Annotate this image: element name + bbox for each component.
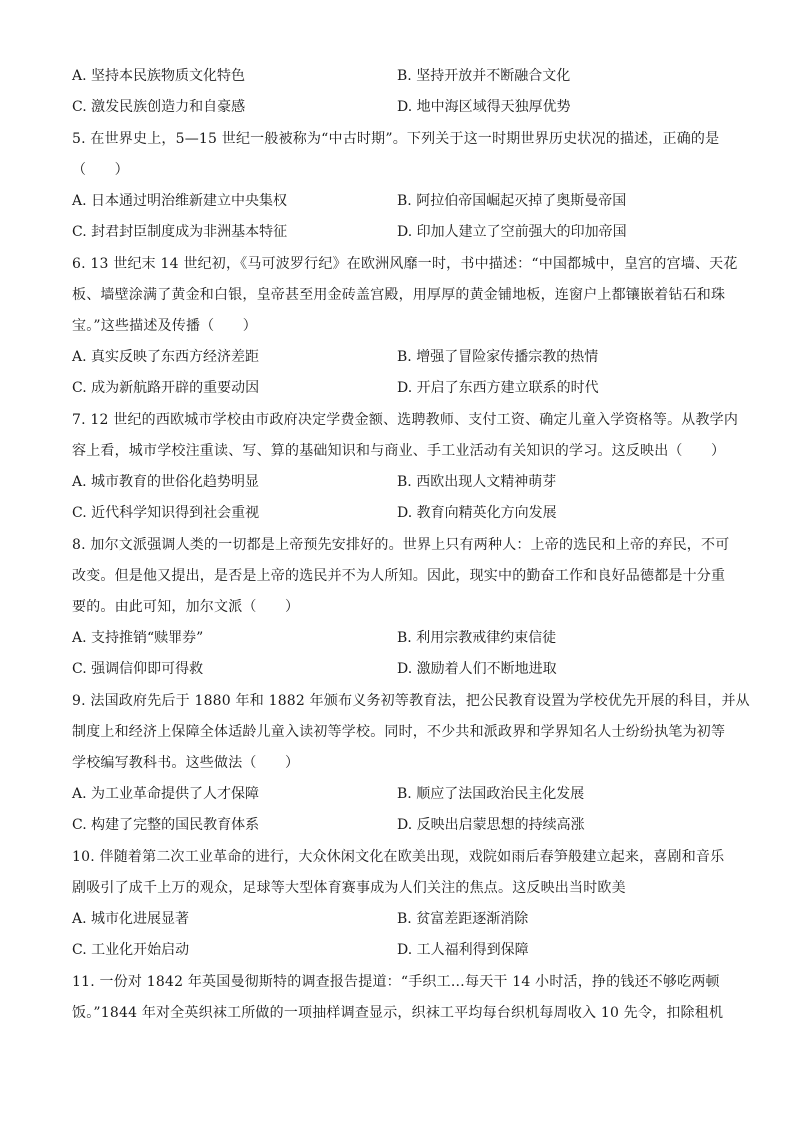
- q10-stem-line-2: 剧吸引了成千上万的观众，足球等大型体育赛事成为人们关注的焦点。这反映出当时欧美: [72, 880, 626, 896]
- q9-option-d[interactable]: D. 反映出启蒙思想的持续高涨: [397, 817, 585, 833]
- q7-stem-line-1: 7. 12 世纪的西欧城市学校由市政府决定学费金额、选聘教师、支付工资、确定儿童入学资格等。从教学内: [72, 412, 739, 428]
- q5-options-row-1: [72, 191, 722, 211]
- q11-stem-line-1: 11. 一份对 1842 年英国曼彻斯特的调查报告提道：“手织工…每天干 14 小时活，挣的钱还不够吃两顿: [72, 974, 720, 990]
- q8-stem-line-2: 改变。但是他又提出，是否是上帝的选民并不为人所知。因此，现实中的勤奋工作和良好品德都是十分重: [72, 568, 726, 584]
- q8-stem-line-1: 8. 加尔文派强调人类的一切都是上帝预先安排好的。世界上只有两种人：上帝的选民和上帝的弃民，不可: [72, 537, 730, 553]
- q10-options-row-2: [72, 940, 722, 960]
- q7-options-row-2: [72, 503, 722, 523]
- q7-option-b[interactable]: B. 西欧出现人文精神萌芽: [397, 474, 557, 490]
- q10-option-b[interactable]: B. 贫富差距逐渐消除: [397, 911, 529, 927]
- q4-option-d[interactable]: D. 地中海区域得天独厚优势: [397, 99, 571, 115]
- q7-option-d[interactable]: D. 教育向精英化方向发展: [397, 505, 557, 521]
- q9-option-c[interactable]: C. 构建了完整的国民教育体系: [72, 817, 260, 833]
- q9-stem-line-3: 学校编写教科书。这些做法（ ）: [72, 755, 300, 771]
- q4-option-b[interactable]: B. 坚持开放并不断融合文化: [397, 68, 571, 84]
- q8-option-a[interactable]: A. 支持推销“赎罪券”: [72, 630, 204, 646]
- q6-option-c[interactable]: C. 成为新航路开辟的重要动因: [72, 380, 260, 396]
- q4-options-row-1: [72, 66, 722, 86]
- q10-options-row-1: [72, 909, 722, 929]
- q9-option-a[interactable]: A. 为工业革命提供了人才保障: [72, 786, 260, 802]
- q10-option-a[interactable]: A. 城市化进展显著: [72, 911, 190, 927]
- q6-option-a[interactable]: A. 真实反映了东西方经济差距: [72, 349, 260, 365]
- q4-option-a[interactable]: A. 坚持本民族物质文化特色: [72, 68, 246, 84]
- q4-options-row-2: [72, 97, 722, 117]
- q9-options-row-2: [72, 815, 722, 835]
- q10-option-d[interactable]: D. 工人福利得到保障: [397, 942, 529, 958]
- q7-stem-line-2: 容上看，城市学校注重读、写、算的基础知识和与商业、手工业活动有关知识的学习。这反映出（ ）: [72, 443, 726, 459]
- q6-stem-line-2: 板、墙壁涂满了黄金和白银，皇帝甚至用金砖盖宫殿，用厚厚的黄金铺地板，连窗户上都镶嵌着钻石和珠: [72, 287, 726, 303]
- q6-option-d[interactable]: D. 开启了东西方建立联系的时代: [397, 380, 599, 396]
- q8-stem-line-3: 要的。由此可知，加尔文派（ ）: [72, 599, 300, 615]
- q10-option-c[interactable]: C. 工业化开始启动: [72, 942, 190, 958]
- q11-stem-line-2: 饭。”1844 年对全英织袜工所做的一项抽样调查显示，织袜工平均每台织机每周收入 10 先令，扣除租机: [72, 1005, 724, 1021]
- q9-stem-line-1: 9. 法国政府先后于 1880 年和 1882 年颁布义务初等教育法，把公民教育设置为学校优先开展的科目，并从: [72, 693, 750, 709]
- q5-option-b[interactable]: B. 阿拉伯帝国崛起灭掉了奥斯曼帝国: [397, 193, 627, 209]
- q6-stem-line-1: 6. 13 世纪末 14 世纪初，《马可波罗行纪》在欧洲风靡一时，书中描述：“中国都城中，皇宫的宫墙、天花: [72, 256, 738, 272]
- q6-stem-line-3: 宝。”这些描述及传播（ ）: [72, 318, 257, 334]
- q7-option-a[interactable]: A. 城市教育的世俗化趋势明显: [72, 474, 260, 490]
- q5-options-row-2: [72, 222, 722, 242]
- q8-option-b[interactable]: B. 利用宗教戒律约束信徒: [397, 630, 557, 646]
- q9-stem-line-2: 制度上和经济上保障全体适龄儿童入读初等学校。同时，不少共和派政界和学界知名人士纷纷执笔为初等: [72, 724, 726, 740]
- q5-option-a[interactable]: A. 日本通过明治维新建立中央集权: [72, 193, 288, 209]
- q10-stem-line-1: 10. 伴随着第二次工业革命的进行，大众休闲文化在欧美出现，戏院如雨后春笋般建立起来，喜剧和音乐: [72, 849, 725, 865]
- q5-option-c[interactable]: C. 封君封臣制度成为非洲基本特征: [72, 224, 288, 240]
- q7-options-row-1: [72, 472, 722, 492]
- q5-stem-line-1: 5. 在世界史上，5—15 世纪一般被称为“中古时期”。下列关于这一时期世界历史状况的描述，正确的是: [72, 131, 720, 147]
- q8-option-d[interactable]: D. 激励着人们不断地进取: [397, 661, 557, 677]
- q8-options-row-1: [72, 628, 722, 648]
- q8-option-c[interactable]: C. 强调信仰即可得救: [72, 661, 204, 677]
- q4-option-c[interactable]: C. 激发民族创造力和自豪感: [72, 99, 246, 115]
- q9-option-b[interactable]: B. 顺应了法国政治民主化发展: [397, 786, 585, 802]
- q5-option-d[interactable]: D. 印加人建立了空前强大的印加帝国: [397, 224, 627, 240]
- q6-options-row-1: [72, 347, 722, 367]
- q6-option-b[interactable]: B. 增强了冒险家传播宗教的热情: [397, 349, 599, 365]
- q9-options-row-1: [72, 784, 722, 804]
- q7-option-c[interactable]: C. 近代科学知识得到社会重视: [72, 505, 260, 521]
- q5-stem-line-2: （ ）: [72, 162, 129, 178]
- q8-options-row-2: [72, 659, 722, 679]
- q6-options-row-2: [72, 378, 722, 398]
